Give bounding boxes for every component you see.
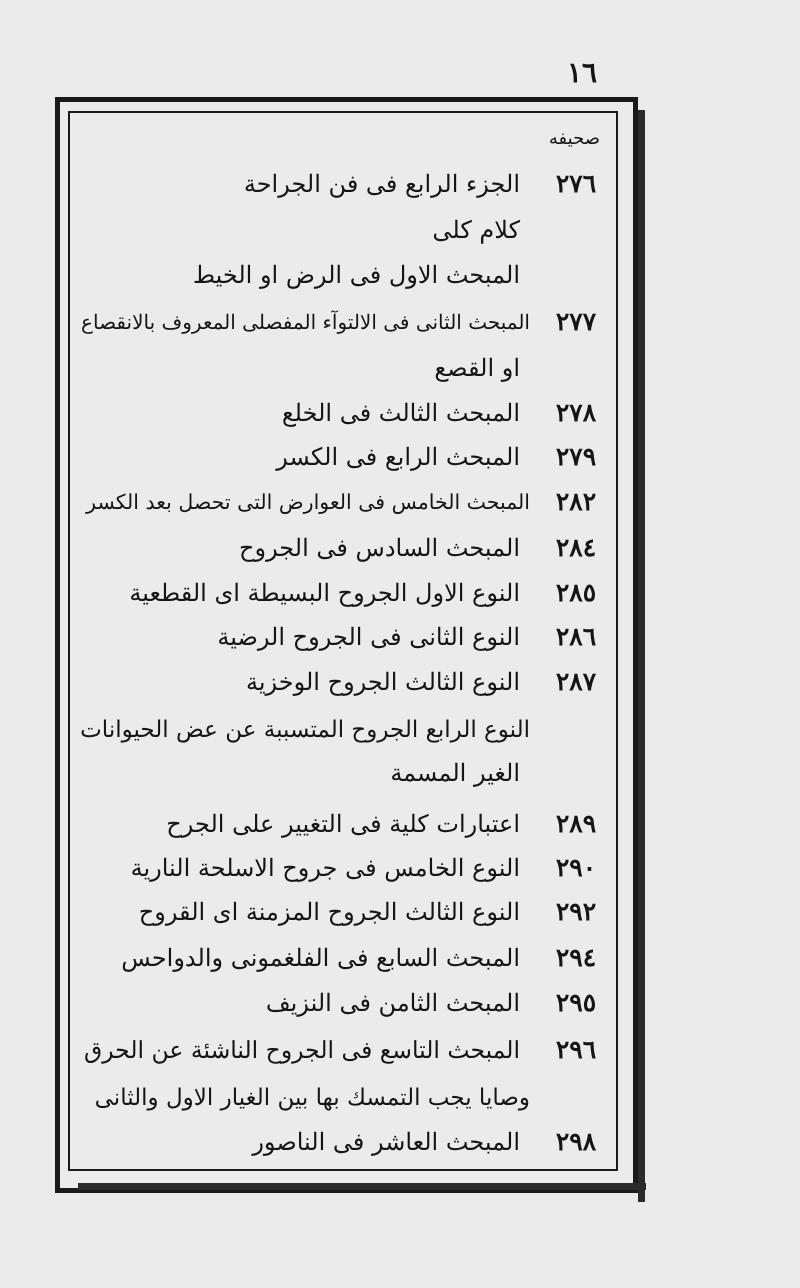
toc-page-number: ٢٨٩ — [555, 809, 597, 838]
toc-title: المبحث السابع فى الفلغمونى والدواحس — [121, 944, 520, 972]
toc-title: المبحث الرابع فى الكسر — [276, 443, 520, 471]
toc-row — [80, 710, 612, 750]
toc-title: المبحث الثامن فى النزيف — [265, 989, 520, 1017]
toc-row — [80, 1078, 612, 1118]
toc-page-number: ٢٩٠ — [555, 853, 597, 882]
toc-row — [80, 255, 612, 295]
toc-title: المبحث التاسع فى الجروح الناشئة عن الحرق — [83, 1036, 520, 1064]
column-header: صحيفه — [548, 128, 600, 149]
toc-row — [80, 617, 612, 657]
toc-page-number: ٢٨٦ — [555, 622, 597, 651]
toc-page-number: ٢٩٥ — [555, 988, 597, 1017]
toc-title: او القصع — [434, 354, 520, 382]
toc-page-number: ٢٨٥ — [555, 578, 597, 607]
toc-page-number: ٢٩٢ — [555, 897, 597, 926]
toc-title: المبحث الاول فى الرض او الخيط — [192, 261, 520, 289]
bleed-through — [620, 150, 800, 1150]
toc-page-number: ٢٨٧ — [555, 667, 597, 696]
toc-title: النوع الثالث الجروح المزمنة اى القروح — [138, 898, 520, 926]
toc-row — [80, 662, 612, 702]
toc-row — [80, 892, 612, 932]
toc-page-number: ٢٩٤ — [555, 943, 597, 972]
toc-row — [80, 753, 612, 793]
toc-title: وصايا يجب التمسك بها بين الغيار الاول والثانى — [94, 1085, 530, 1111]
toc-row — [80, 164, 612, 204]
toc-row — [80, 804, 612, 844]
toc-page-number: ٢٧٧ — [555, 307, 597, 336]
toc-title: النوع الثانى فى الجروح الرضية — [217, 623, 520, 651]
toc-title: النوع الثالث الجروح الوخزية — [245, 668, 520, 696]
toc-row — [80, 528, 612, 568]
toc-title: النوع الرابع الجروح المتسببة عن عض الحيوانات — [80, 717, 530, 743]
toc-row — [80, 848, 612, 888]
toc-title: الجزء الرابع فى فن الجراحة — [243, 170, 520, 198]
toc-page-number: ٢٨٤ — [555, 533, 597, 562]
toc-page-number: ٢٧٩ — [555, 442, 597, 471]
toc-title: المبحث العاشر فى الناصور — [252, 1128, 520, 1156]
toc-row — [80, 210, 612, 250]
toc-row — [80, 573, 612, 613]
toc-row — [80, 983, 612, 1023]
toc-title: النوع الخامس فى جروح الاسلحة النارية — [130, 854, 520, 882]
toc-row — [80, 1030, 612, 1070]
toc-title: الغير المسمة — [390, 759, 520, 787]
toc-page-number: ٢٧٨ — [555, 398, 597, 427]
toc-title: المبحث الثالث فى الخلع — [281, 399, 520, 427]
toc-title: المبحث السادس فى الجروح — [238, 534, 520, 562]
frame-shadow — [78, 1183, 646, 1190]
toc-page-number: ٢٩٦ — [555, 1035, 597, 1064]
toc-title: اعتبارات كلية فى التغيير على الجرح — [166, 810, 520, 838]
toc-row — [80, 393, 612, 433]
toc-row — [80, 302, 612, 342]
toc-page-number: ٢٧٦ — [555, 169, 597, 198]
toc-row — [80, 938, 612, 978]
toc-title: النوع الاول الجروح البسيطة اى القطعية — [129, 579, 520, 607]
toc-row — [80, 437, 612, 477]
toc-page-number: ٢٩٨ — [555, 1127, 597, 1156]
toc-title: المبحث الخامس فى العوارض التى تحصل بعد الكسر — [86, 490, 530, 514]
toc-title: كلام كلى — [432, 216, 520, 244]
toc-page-number: ٢٨٢ — [555, 487, 597, 516]
toc-row — [80, 1122, 612, 1162]
toc-row — [80, 482, 612, 522]
toc-title: المبحث الثانى فى الالتوآء المفصلى المعروف بالانقصاع — [81, 310, 530, 334]
toc-row — [80, 348, 612, 388]
page-number: ١٦ — [566, 56, 598, 89]
